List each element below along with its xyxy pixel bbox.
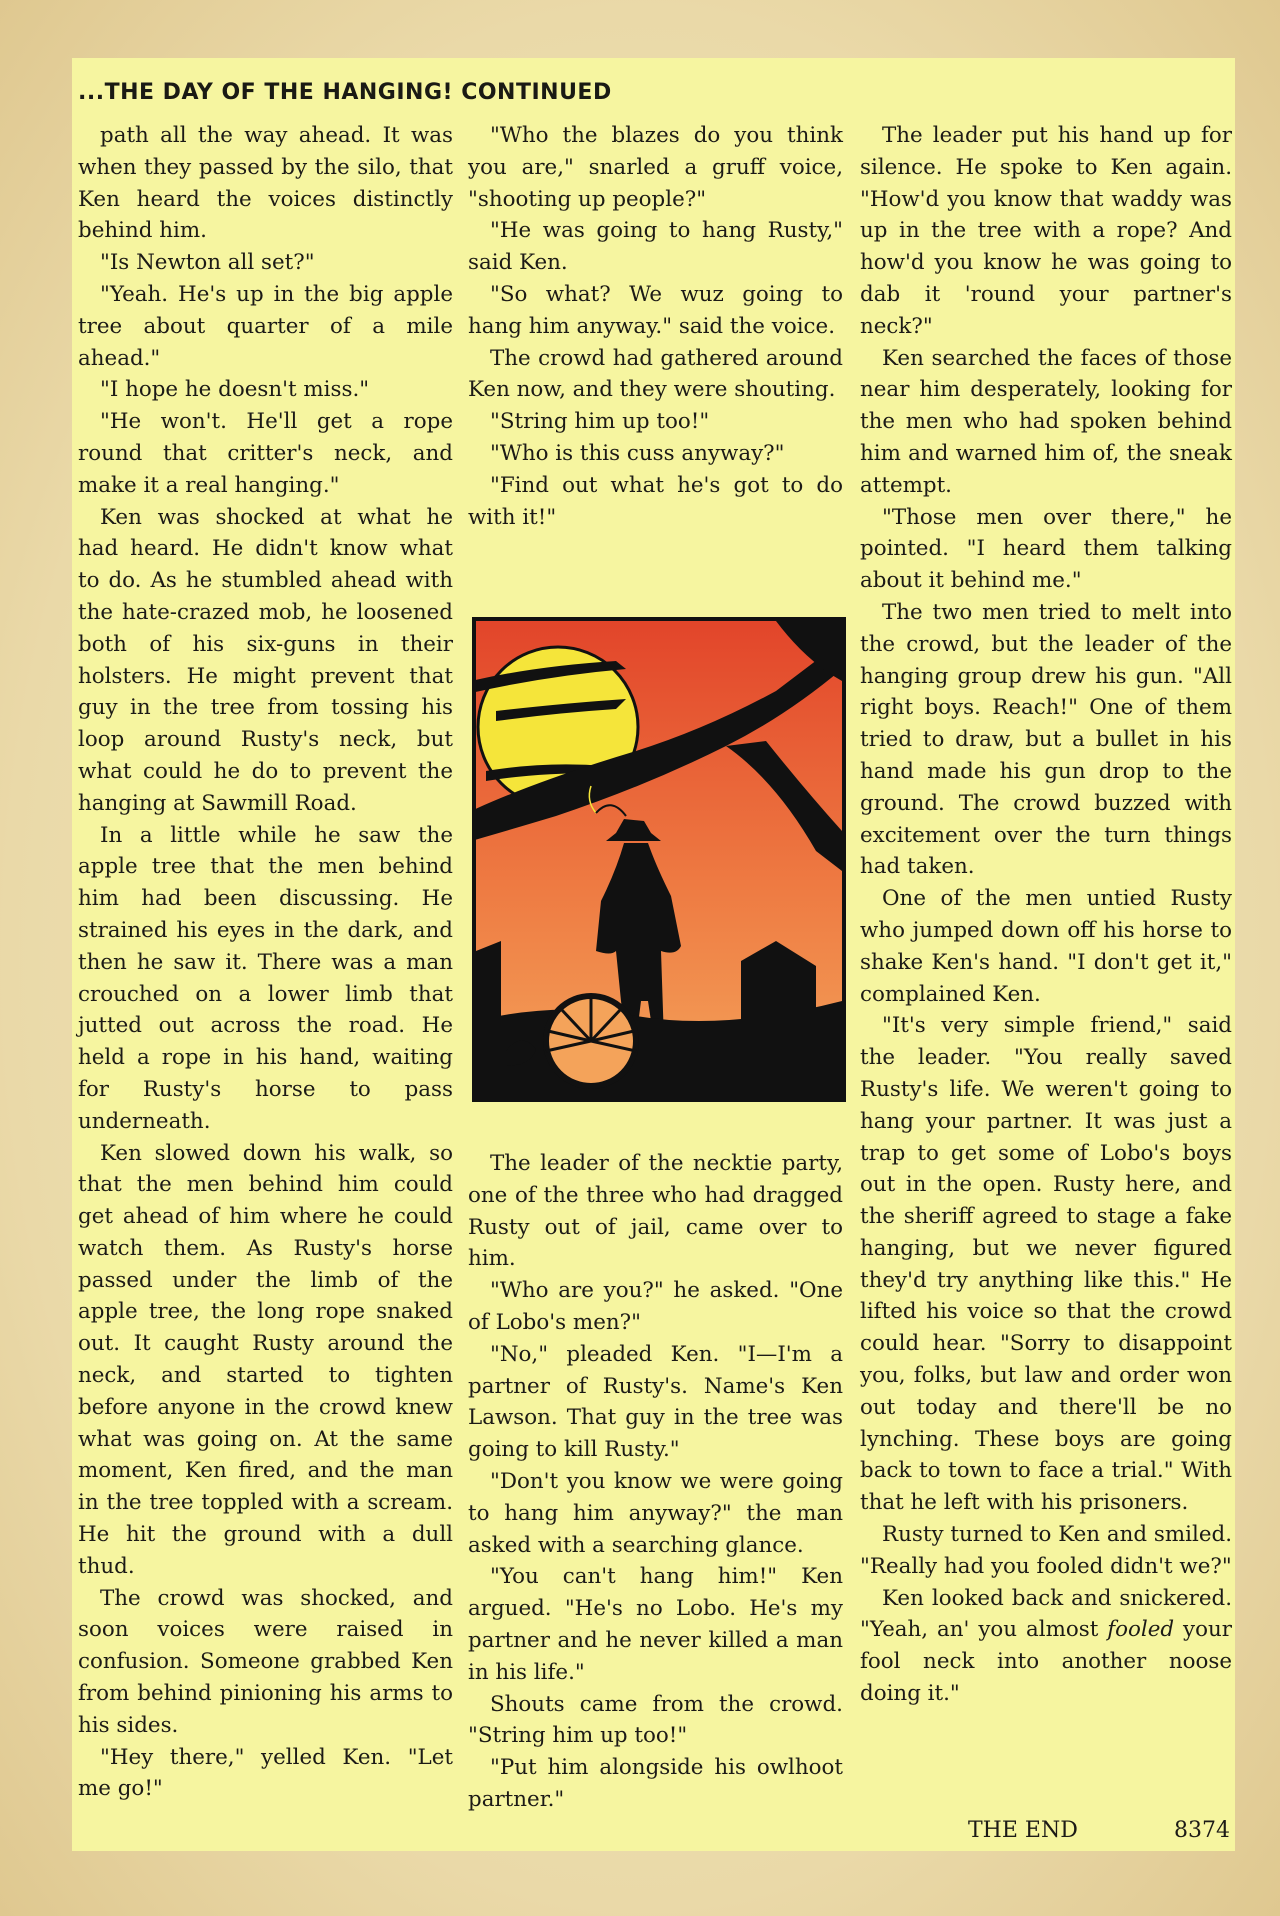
paragraph: In a little while he saw the apple tree that the men behind him had been discussing. He strained his eyes in the dark, and then he saw it. There was a man crouched on a lower limb that jutted out across the road. He held a rope in his hand, waiting for Rusty's horse to pass underneath. xyxy=(78,822,453,1134)
paragraph: "He won't. He'll get a rope round that critter's neck, and make it a real hanging." xyxy=(78,409,453,498)
illustration-svg xyxy=(476,621,842,1098)
paragraph: "So what? We wuz going to hang him anyway." said the voice. xyxy=(468,281,843,339)
text-run: Ken looked back and snickered. "Yeah, an' you almost xyxy=(860,1585,1232,1643)
footer xyxy=(968,1818,1230,1843)
paragraph: "You can't hang him!" Ken argued. "He's no Lobo. He's my partner and he never killed a man in his life." xyxy=(468,1564,843,1685)
paragraph: "Who are you?" he asked. "One of Lobo's men?" xyxy=(468,1278,843,1335)
the-end-label: THE END xyxy=(968,1818,1078,1843)
column-1 xyxy=(78,120,453,1805)
paragraph: Shouts came from the crowd. "String him up too!" xyxy=(468,1691,843,1749)
paragraph: "String him up too!" xyxy=(490,409,710,435)
paragraph: "No," pleaded Ken. "I—I'm a partner of Rusty's. Name's Ken Lawson. That guy in the tree was going to kill Rusty." xyxy=(468,1341,843,1463)
column-2-bottom xyxy=(468,1148,843,1816)
paragraph: "Those men over there," he pointed. "I heard them talking about it behind me." xyxy=(860,504,1232,594)
paragraph xyxy=(860,1583,1232,1710)
paragraph: "Is Newton all set?" xyxy=(100,250,315,276)
paragraph: "Find out what he's got to do with it!" xyxy=(468,472,843,530)
text-run: your fool neck into another noose doing it." xyxy=(860,1617,1233,1707)
paragraph: "Who the blazes do you think you are," snarled a gruff voice, "shooting up people?" xyxy=(468,123,843,212)
page-header: ...THE DAY OF THE HANGING! CONTINUED xyxy=(78,80,612,105)
wagon-wheel xyxy=(546,996,636,1086)
paragraph: The crowd was shocked, and soon voices were raised in confusion. Someone grabbed Ken from behind pinioning his arms to his sides. xyxy=(78,1585,453,1738)
paragraph: "He was going to hang Rusty," said Ken. xyxy=(468,218,843,276)
paragraph: Ken was shocked at what he had heard. He didn't know what to do. As he stumbled ahead with the hate-crazed mob, he loosened both of his six-guns in their holsters. He might prevent that guy in the tree from tossing his loop around Rusty's neck, but what could he do to prevent the hanging at Sawmill Road. xyxy=(78,504,453,816)
paragraph: The leader of the necktie party, one of the three who had dragged Rusty out of jail, came over to him. xyxy=(468,1151,843,1272)
paragraph: "Who is this cuss anyway?" xyxy=(490,440,785,466)
paragraph: The two men tried to melt into the crowd, but the leader of the hanging group drew his gun. "All right boys. Reach!" One of them tried to draw, but a bullet in his hand made his gun drop to the ground. The crowd buzzed with excitement over the turn things had taken. xyxy=(860,599,1232,880)
paragraph: The leader put his hand up for silence. He spoke to Ken again. "How'd you know that waddy was up in the tree with a rope? And how'd you know he was going to dab it 'round your partner's neck?" xyxy=(860,123,1232,339)
paragraph: "I hope he doesn't miss." xyxy=(100,377,370,403)
paragraph: "It's very simple friend," said the leader. "You really saved Rusty's life. We weren't going to hang your partner. It was just a trap to get some of Lobo's boys out in the open. Rusty here, and the sheriff agreed to stage a fake hanging, but we never figured they'd try anything like this." He lifted his voice so that the crowd could hear. "Sorry to disappoint you, folks, but law and order won out today and there'll be no lynching. These boys are going back to town to face a trial." With that he left with his prisoners. xyxy=(860,1013,1232,1516)
paragraph: One of the men untied Rusty who jumped down off his horse to shake Ken's hand. "I don't get it," complained Ken. xyxy=(860,886,1232,1007)
page-code: 8374 xyxy=(1174,1818,1230,1843)
post xyxy=(476,941,501,1021)
sunset-hanging-illustration xyxy=(472,617,846,1102)
paragraph: Ken searched the faces of those near him desperately, looking for the men who had spoken behind him and warned him of, the sneak attempt. xyxy=(860,345,1232,498)
paragraph: "Put him alongside his owlhoot partner." xyxy=(468,1755,843,1812)
paragraph: "Don't you know we were going to hang him anyway?" the man asked with a searching glance. xyxy=(468,1468,843,1558)
paragraph: "Yeah. He's up in the big apple tree about quarter of a mile ahead." xyxy=(78,281,453,371)
italic-text-run: fooled xyxy=(1107,1617,1175,1643)
paragraph: Ken slowed down his walk, so that the men behind him could get ahead of him where he could watch them. As Rusty's horse passed under the limb of the apple tree, the long rope snaked out. It caught Rusty around the neck, and started to tighten before anyone in the crowd knew what was going on. At the same moment, Ken fired, and the man in the tree toppled with a scream. He hit the ground with a dull thud. xyxy=(78,1140,453,1579)
paragraph: "Hey there," yelled Ken. "Let me go!" xyxy=(78,1744,453,1802)
paragraph: Rusty turned to Ken and smiled. "Really had you fooled didn't we?" xyxy=(860,1522,1232,1579)
paragraph: path all the way ahead. It was when they passed by the silo, that Ken heard the voices distinctly behind him. xyxy=(78,123,453,244)
column-3 xyxy=(860,120,1232,1710)
column-2-top xyxy=(468,120,843,533)
paragraph: The crowd had gathered around Ken now, and they were shouting. xyxy=(468,345,843,403)
